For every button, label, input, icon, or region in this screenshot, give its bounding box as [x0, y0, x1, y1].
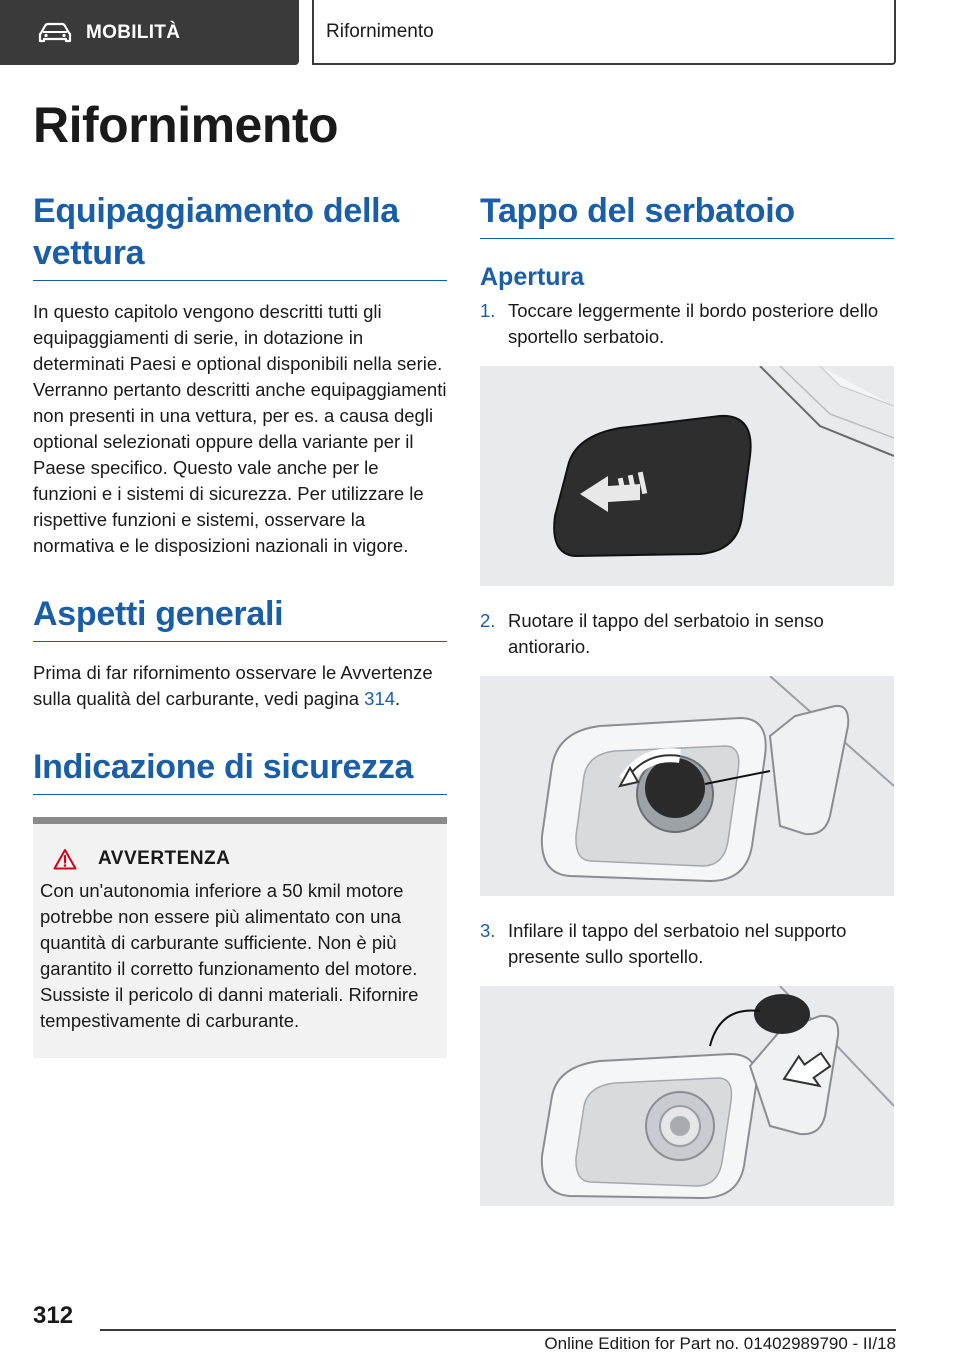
equipment-text: In questo capitolo vengono descritti tutti gli equipaggiamenti di serie, in dotazione in determinati Paesi e optional disponibili nella serie. Verranno pertanto descritti anche equipaggiamenti non presenti in una vettura, per es. a causa degli optional selezionati oppure della variante per il Paese specifico. Questo vale anche per le funzioni e i sistemi di sicurezza. Per utilizzare le rispettive funzioni e sistemi, osservare la normativa e le disposizioni nazionali in vigore. [33, 301, 447, 556]
header-section-label: MOBILITÀ [86, 21, 181, 43]
warning-text: Con un'autonomia inferiore a 50 kmil motore potrebbe non essere più alimentato con una quantità di carburante sufficiente. Non è più garantito il corretto funzionamento del motore. Sussiste il pericolo di danni materiali. Rifornire tempestivamente di carburante. [40, 880, 419, 1031]
header-section-tab[interactable] [0, 0, 299, 65]
fuel-cap-turn-image [480, 676, 894, 896]
general-text: Prima di far rifornimento osservare le Avvertenze sulla qualità del carburante, vedi pagina 314. [33, 662, 433, 709]
steps-list [480, 608, 894, 660]
safety-heading: Indicazione di sicurezza [33, 746, 447, 795]
page-number: 312 [33, 1302, 74, 1329]
footer-divider [100, 1329, 896, 1331]
equipment-heading: Equipaggiamento della vettura [33, 190, 447, 281]
step-item: 3. Infilare il tappo del serbatoio nel supporto presente sullo sportello. [480, 920, 847, 967]
fuel-flap-closed-image [480, 366, 894, 586]
step-item: 1. Toccare leggermente il bordo posteriore dello sportello serbatoio. [480, 300, 879, 347]
left-column [33, 190, 447, 1058]
right-column [480, 190, 894, 1228]
steps-list [480, 918, 894, 970]
footer-edition: Online Edition for Part no. 01402989790 - II/18 [544, 1334, 896, 1353]
steps-list [480, 298, 894, 350]
warning-title: AVVERTENZA [98, 848, 231, 869]
car-icon [38, 22, 72, 44]
warning-header [40, 848, 439, 870]
page-title: Rifornimento [33, 97, 339, 153]
step-item: 2. Ruotare il tappo del serbatoio in senso antiorario. [480, 610, 824, 657]
opening-subheading: Apertura [480, 263, 585, 291]
header-chapter-tab[interactable] [312, 0, 896, 65]
header-chapter-label: Rifornimento [326, 20, 434, 42]
general-heading: Aspetti generali [33, 593, 447, 642]
warning-triangle-icon [53, 848, 77, 870]
fuel-cap-holder-image [480, 986, 894, 1206]
fuel-cap-heading: Tappo del serbatoio [480, 190, 894, 239]
warning-box [33, 817, 447, 1058]
page-link[interactable]: 314 [364, 688, 396, 709]
